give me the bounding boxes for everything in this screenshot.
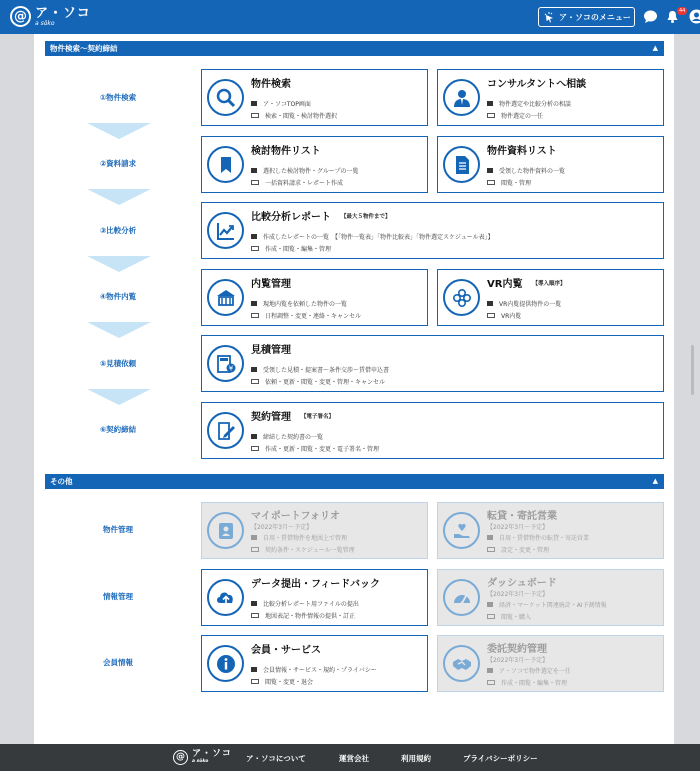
pc-icon	[251, 601, 257, 606]
svg-text:¥: ¥	[228, 364, 233, 372]
card-detail-line: 設定・変更・管理	[487, 545, 549, 554]
footer-link-privacy[interactable]: プライバシーポリシー	[463, 754, 538, 763]
pc-icon	[251, 667, 257, 672]
keyboard-icon	[487, 180, 495, 185]
card-detail-line: 日程調整・変更・連絡・キャンセル	[251, 311, 361, 320]
card-detail-line: 作成・閲覧・編集・管理	[251, 244, 331, 253]
pointer-icon	[543, 11, 555, 23]
card-detail-line: 契約条件・スケジュール一覧管理	[251, 545, 355, 554]
keyboard-icon	[251, 113, 259, 118]
contract-pen-icon	[207, 412, 244, 449]
card-detail-line: 自用・賃借物件の転貸・寄託営業	[487, 533, 589, 542]
card-detail-line: VR内覧提供物件の一覧	[487, 299, 561, 308]
card-detail-line: 一括資料請求・レポート作成	[251, 178, 343, 187]
heart-hand-icon	[443, 512, 480, 549]
pc-icon	[251, 234, 257, 239]
keyboard-icon	[487, 547, 495, 552]
document-icon	[443, 146, 480, 183]
card-detail-line: 作成・更新・閲覧・変更・電子署名・管理	[251, 444, 379, 453]
footer-link-company[interactable]: 運営会社	[339, 754, 369, 763]
logo-at-mark: @	[10, 6, 31, 27]
logo-at-mark: @	[173, 750, 188, 765]
card-detail-line: 経済・マーケット関連統計・AI予測情報	[487, 600, 607, 609]
building-icon	[207, 279, 244, 316]
section-header-contract-flow[interactable]: 物件検索〜契約締結 ▲	[45, 41, 664, 56]
card-detail-line: 作成したレポートの一覧 【「物件一覧表」「物件比較表」「物件選定スケジュール表」】	[251, 232, 494, 241]
calculator-icon	[207, 345, 244, 382]
card-sublease-sales: 転貸・寄託営業 【2022年3月〜予定】 自用・賃借物件の転貸・寄託営業 設定・変更・管理	[437, 502, 664, 559]
top-header	[0, 0, 700, 34]
keyboard-icon	[251, 180, 259, 185]
gauge-icon	[443, 579, 480, 616]
card-detail-line: VR内覧	[487, 311, 521, 320]
card-property-search[interactable]: 物件検索 ア・ソコTOP画面 検索・閲覧・検討物件選択	[201, 69, 428, 126]
keyboard-icon	[251, 446, 259, 451]
card-detail-line: 会員情報・サービス・規約・プライバシー	[251, 665, 377, 674]
notification-badge: 44	[679, 8, 686, 14]
pc-icon	[251, 367, 257, 372]
keyboard-icon	[487, 313, 495, 318]
pc-icon	[487, 168, 493, 173]
card-detail-line: 閲覧・管理	[487, 178, 531, 187]
card-detail-line: 自用・賃借物件を地図上で管理	[251, 533, 347, 542]
pc-icon	[251, 168, 257, 173]
bookmark-icon	[207, 146, 244, 183]
card-detail-line: 選択した検討物件・グループの一覧	[251, 166, 359, 175]
card-detail-line: 比較分析レポート用ファイルの提出	[251, 599, 359, 608]
footer-logo[interactable]: @ ア・ソコ a sōko	[173, 750, 232, 765]
card-consignment-contract: 委託契約管理 【2022年3月〜予定】 ア・ソコで物件選定を一任 作成・閲覧・編集・管理	[437, 635, 664, 692]
pc-icon	[487, 668, 493, 673]
card-detail-line: 依頼・更新・閲覧・変更・管理・キャンセル	[251, 377, 385, 386]
pc-icon	[487, 602, 493, 607]
cloud-upload-icon	[207, 579, 244, 616]
card-vr-tour[interactable]: VR内覧 $^{【導入順序】}$ VR内覧提供物件の一覧 VR内覧	[437, 269, 664, 326]
magnifier-icon	[207, 79, 244, 116]
keyboard-icon	[251, 246, 259, 251]
collapse-icon[interactable]: ▲	[652, 44, 658, 52]
site-logo[interactable]: @ ア・ソコ a sōko	[10, 6, 91, 27]
handshake-icon	[443, 645, 480, 682]
card-detail-line: 現地内覧を依頼した物件の一覧	[251, 299, 347, 308]
card-detail-line: 物件選定の一任	[487, 111, 543, 120]
card-tour-management[interactable]: 内覧管理 現地内覧を依頼した物件の一覧 日程調整・変更・連絡・キャンセル	[201, 269, 428, 326]
card-detail-line: 作成・閲覧・編集・管理	[487, 678, 567, 687]
keyboard-icon	[251, 547, 259, 552]
pc-icon	[487, 535, 493, 540]
keyboard-icon	[251, 679, 259, 684]
card-dashboard: ダッシュボード 【2022年3月〜予定】 経済・マーケット関連統計・AI予測情報 閲覧・購入	[437, 569, 664, 626]
section-header-other[interactable]: その他 ▲	[45, 474, 664, 489]
pc-icon	[251, 301, 257, 306]
card-detail-line: ア・ソコTOP画面	[251, 99, 311, 108]
user-icon[interactable]	[689, 9, 700, 24]
keyboard-icon	[487, 113, 495, 118]
card-consultant[interactable]: コンサルタントへ相談 物件選定や比較分析の相談 物件選定の一任	[437, 69, 664, 126]
consultant-icon	[443, 79, 480, 116]
pc-icon	[251, 101, 257, 106]
site-menu-button[interactable]: ア・ソコのメニュー	[538, 7, 635, 27]
card-detail-line: ア・ソコで物件選定を一任	[487, 666, 571, 675]
card-my-portfolio: マイポートフォリオ 【2022年3月〜予定】 自用・賃借物件を地図上で管理 契約条件・スケジュール一覧管理	[201, 502, 428, 559]
vr-icon	[443, 279, 480, 316]
keyboard-icon	[487, 614, 495, 619]
site-footer	[0, 744, 700, 771]
portfolio-icon	[207, 512, 244, 549]
pc-icon	[487, 301, 493, 306]
card-document-list[interactable]: 物件資料リスト 受領した物件資料の一覧 閲覧・管理	[437, 136, 664, 193]
card-member-service[interactable]: 会員・サービス 会員情報・サービス・規約・プライバシー 閲覧・変更・退会	[201, 635, 428, 692]
chart-icon	[207, 212, 244, 249]
keyboard-icon	[487, 680, 495, 685]
collapse-icon[interactable]: ▲	[652, 477, 658, 485]
card-detail-line: 物件選定や比較分析の相談	[487, 99, 571, 108]
footer-link-about[interactable]: ア・ソコについて	[246, 754, 306, 763]
card-detail-line: 閲覧・購入	[487, 612, 531, 621]
card-detail-line: 閲覧・変更・退会	[251, 677, 313, 686]
card-detail-line: 受領した見積・提案書〜条件交渉〜賃借申込書	[251, 365, 389, 374]
keyboard-icon	[251, 613, 259, 618]
info-icon	[207, 645, 244, 682]
card-comparison-report[interactable]: 比較分析レポート $^{【最大5物件まで】}$ 作成したレポートの一覧 【「物件一覧表」「物件比較表」「物件選定スケジュール表」】 作成・閲覧・編集・管理	[201, 202, 664, 259]
pc-icon	[251, 535, 257, 540]
chat-icon[interactable]	[643, 9, 658, 24]
pc-icon	[251, 434, 257, 439]
card-contract-management[interactable]: 契約管理 $^{【電子署名】}$ 締結した契約書の一覧 作成・更新・閲覧・変更・電子署名・管理	[201, 402, 664, 459]
card-candidate-list[interactable]: 検討物件リスト 選択した検討物件・グループの一覧 一括資料請求・レポート作成	[201, 136, 428, 193]
card-detail-line: 地図表記・物件情報の提供・訂正	[251, 611, 355, 620]
pc-icon	[487, 101, 493, 106]
footer-link-terms[interactable]: 利用規約	[401, 754, 431, 763]
card-detail-line: 検索・閲覧・検討物件選択	[251, 111, 337, 120]
card-estimate-management[interactable]: ¥ 見積管理 受領した見積・提案書〜条件交渉〜賃借申込書 依頼・更新・閲覧・変更・管理・キャンセル	[201, 335, 664, 392]
card-detail-line: 受領した物件資料の一覧	[487, 166, 565, 175]
card-detail-line: 締結した契約書の一覧	[251, 432, 323, 441]
keyboard-icon	[251, 313, 259, 318]
card-data-feedback[interactable]: データ提出・フィードバック 比較分析レポート用ファイルの提出 地図表記・物件情報の提供・訂正	[201, 569, 428, 626]
scrollbar[interactable]	[691, 345, 694, 395]
keyboard-icon	[251, 379, 259, 384]
